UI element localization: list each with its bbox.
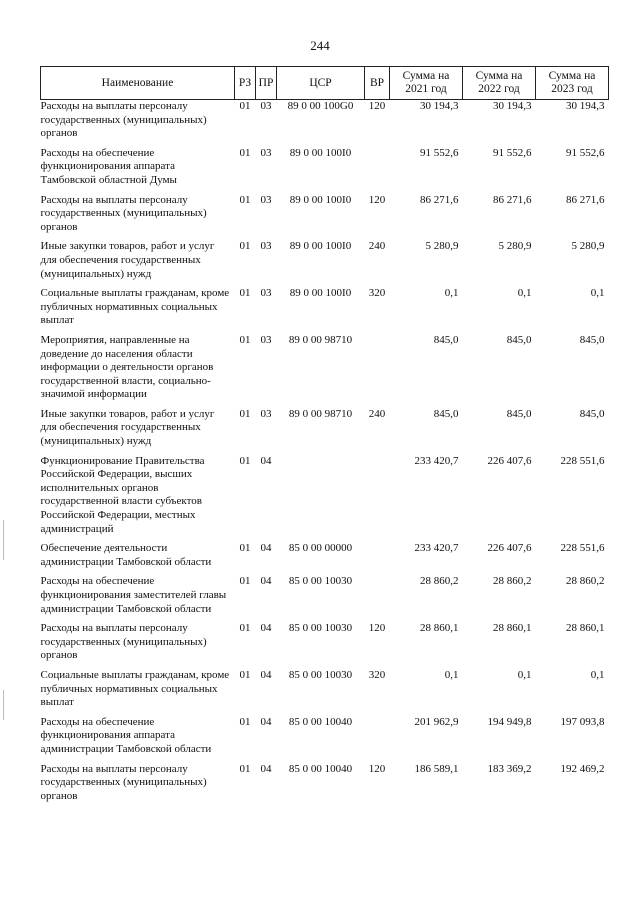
row-sum-2021: 28 860,2: [420, 575, 459, 588]
header-sum-2021: Сумма на 2021 год: [390, 67, 463, 100]
row-csr: 85 0 00 00000: [288, 542, 353, 555]
row-name: Расходы на выплаты персоналу государственных (муниципальных) органов: [40, 762, 207, 802]
row-sum-2021: 233 420,7: [414, 454, 459, 467]
header-csr: ЦСР: [277, 67, 365, 100]
row-vr: [365, 575, 390, 622]
row-rz: 01: [239, 100, 251, 112]
row-sum-2021: 5 280,9: [425, 240, 459, 253]
header-rz: РЗ: [235, 67, 256, 100]
row-name: Расходы на обеспечение функционирования аппарата администрации Тамбовской области: [40, 715, 212, 755]
row-name: Расходы на обеспечение функционирования заместителей главы администрации Тамбовской области: [40, 575, 227, 615]
row-rz: 01: [239, 333, 251, 346]
budget-table: [40, 66, 609, 809]
row-name: Мероприятия, направленные на доведение до населения области информации о деятельности органов государственной власти, социально-значимой информации: [40, 333, 214, 401]
row-rz: 01: [239, 454, 251, 467]
row-sum-2023: 0,1: [590, 668, 605, 681]
row-sum-2022: 28 860,1: [493, 622, 532, 635]
row-name: Обеспечение деятельности администрации Тамбовской области: [40, 542, 212, 568]
table-row: [41, 763, 609, 810]
row-vr: 120: [368, 100, 386, 112]
row-sum-2023: 197 093,8: [560, 715, 605, 728]
row-sum-2023: 228 551,6: [560, 542, 605, 555]
row-sum-2022: 0,1: [517, 287, 532, 300]
row-csr: 85 0 00 10030: [288, 575, 353, 588]
row-sum-2023: 28 860,2: [566, 575, 605, 588]
row-sum-2021: 845,0: [433, 407, 459, 420]
row-sum-2022: 845,0: [506, 407, 532, 420]
header-name: Наименование: [41, 67, 235, 100]
row-sum-2022: 28 860,2: [493, 575, 532, 588]
table-row: [41, 455, 609, 543]
row-sum-2023: 5 280,9: [571, 240, 605, 253]
row-vr: [365, 455, 390, 543]
row-pr: 04: [260, 622, 272, 635]
row-sum-2022: 845,0: [506, 333, 532, 346]
row-name: Расходы на выплаты персоналу государственных (муниципальных) органов: [40, 622, 207, 662]
row-name: Иные закупки товаров, работ и услуг для обеспечения государственных (муниципальных) нужд: [40, 240, 215, 280]
row-name: Социальные выплаты гражданам, кроме публичных нормативных социальных выплат: [40, 668, 230, 709]
table-row: [41, 542, 609, 575]
row-vr: 120: [368, 622, 386, 635]
row-csr: 89 0 00 98710: [288, 333, 353, 346]
table-row: [41, 575, 609, 622]
row-pr: 04: [260, 454, 272, 467]
table-body: [41, 100, 609, 810]
row-sum-2023: 845,0: [579, 407, 605, 420]
row-sum-2022: 86 271,6: [493, 193, 532, 206]
header-sum-2022: Сумма на 2022 год: [463, 67, 536, 100]
header-sum-2023: Сумма на 2023 год: [536, 67, 609, 100]
row-sum-2022: 183 369,2: [487, 762, 532, 775]
row-pr: 04: [260, 762, 272, 775]
table-row: [41, 147, 609, 194]
table-row: [41, 100, 609, 147]
row-sum-2023: 91 552,6: [566, 146, 605, 159]
table-row: [41, 194, 609, 241]
row-sum-2023: 228 551,6: [560, 454, 605, 467]
row-sum-2021: 845,0: [433, 333, 459, 346]
table-row: [41, 334, 609, 408]
row-sum-2021: 201 962,9: [414, 715, 459, 728]
scan-margin-mark: [3, 690, 4, 720]
row-pr: 03: [260, 240, 272, 253]
row-rz: 01: [239, 193, 251, 206]
row-csr: 85 0 00 10040: [288, 715, 353, 728]
row-pr: 04: [260, 668, 272, 681]
row-csr: 89 0 00 100I0: [289, 240, 352, 253]
row-csr: 85 0 00 10030: [288, 668, 353, 681]
row-sum-2021: 186 589,1: [414, 762, 459, 775]
row-csr: 85 0 00 10030: [288, 622, 353, 635]
row-sum-2023: 845,0: [579, 333, 605, 346]
row-csr: 89 0 00 100I0: [289, 287, 352, 300]
row-csr: 89 0 00 100I0: [289, 193, 352, 206]
row-vr: [365, 542, 390, 575]
row-sum-2022: 91 552,6: [493, 146, 532, 159]
row-sum-2021: 91 552,6: [420, 146, 459, 159]
row-sum-2021: 0,1: [444, 668, 459, 681]
page-number: 244: [310, 38, 330, 53]
table-row: [41, 669, 609, 716]
row-csr: [277, 455, 365, 543]
row-pr: 03: [260, 407, 272, 420]
header-vr: ВР: [365, 67, 390, 100]
row-sum-2021: 30 194,3: [420, 100, 459, 112]
row-vr: 240: [368, 240, 386, 253]
table-row: [41, 622, 609, 669]
row-name: Социальные выплаты гражданам, кроме публичных нормативных социальных выплат: [40, 287, 230, 327]
row-pr: 04: [260, 715, 272, 728]
row-vr: [365, 334, 390, 408]
row-name: Функционирование Правительства Российской Федерации, высших исполнительных органов государственной власти субъектов Российской Федерации, местных администраций: [40, 454, 205, 535]
row-vr: 120: [368, 193, 386, 206]
row-pr: 03: [260, 146, 272, 159]
row-name: Расходы на выплаты персоналу государственных (муниципальных) органов: [40, 193, 207, 233]
row-sum-2022: 226 407,6: [487, 454, 532, 467]
row-pr: 03: [260, 100, 272, 112]
row-vr: 320: [368, 668, 386, 681]
row-rz: 01: [239, 762, 251, 775]
row-rz: 01: [239, 146, 251, 159]
row-sum-2023: 192 469,2: [560, 762, 605, 775]
row-sum-2023: 28 860,1: [566, 622, 605, 635]
row-name: Иные закупки товаров, работ и услуг для обеспечения государственных (муниципальных) нужд: [40, 407, 215, 448]
row-vr: [365, 147, 390, 194]
row-csr: 89 0 00 100G0: [287, 100, 354, 112]
row-rz: 01: [239, 715, 251, 728]
header-pr: ПР: [256, 67, 277, 100]
table-row: [41, 716, 609, 763]
row-sum-2022: 0,1: [517, 668, 532, 681]
row-rz: 01: [239, 575, 251, 588]
row-sum-2022: 226 407,6: [487, 542, 532, 555]
row-pr: 03: [260, 333, 272, 346]
row-sum-2023: 86 271,6: [566, 193, 605, 206]
table-header-row: [41, 67, 609, 100]
row-csr: 89 0 00 100I0: [289, 146, 352, 159]
row-csr: 89 0 00 98710: [288, 407, 353, 420]
row-pr: 03: [260, 193, 272, 206]
row-vr: [365, 716, 390, 763]
row-sum-2023: 0,1: [590, 287, 605, 300]
table-row: [41, 408, 609, 455]
scan-margin-mark: [3, 520, 4, 560]
row-csr: 85 0 00 10040: [288, 762, 353, 775]
row-name: Расходы на выплаты персоналу государственных (муниципальных) органов: [40, 100, 207, 140]
row-rz: 01: [239, 240, 251, 253]
row-pr: 04: [260, 575, 272, 588]
row-sum-2021: 0,1: [444, 287, 459, 300]
table-row: [41, 287, 609, 334]
row-vr: 120: [368, 762, 386, 775]
row-rz: 01: [239, 542, 251, 555]
table-row: [41, 240, 609, 287]
row-rz: 01: [239, 407, 251, 420]
row-sum-2021: 86 271,6: [420, 193, 459, 206]
row-sum-2023: 30 194,3: [566, 100, 605, 112]
row-sum-2021: 28 860,1: [420, 622, 459, 635]
row-vr: 320: [368, 287, 386, 300]
row-name: Расходы на обеспечение функционирования аппарата Тамбовской областной Думы: [40, 146, 177, 186]
row-sum-2022: 5 280,9: [498, 240, 532, 253]
row-pr: 03: [260, 287, 272, 300]
row-rz: 01: [239, 668, 251, 681]
row-vr: 240: [368, 407, 386, 420]
row-rz: 01: [239, 287, 251, 300]
row-pr: 04: [260, 542, 272, 555]
row-sum-2022: 30 194,3: [493, 100, 532, 112]
row-rz: 01: [239, 622, 251, 635]
row-sum-2022: 194 949,8: [487, 715, 532, 728]
row-sum-2021: 233 420,7: [414, 542, 459, 555]
